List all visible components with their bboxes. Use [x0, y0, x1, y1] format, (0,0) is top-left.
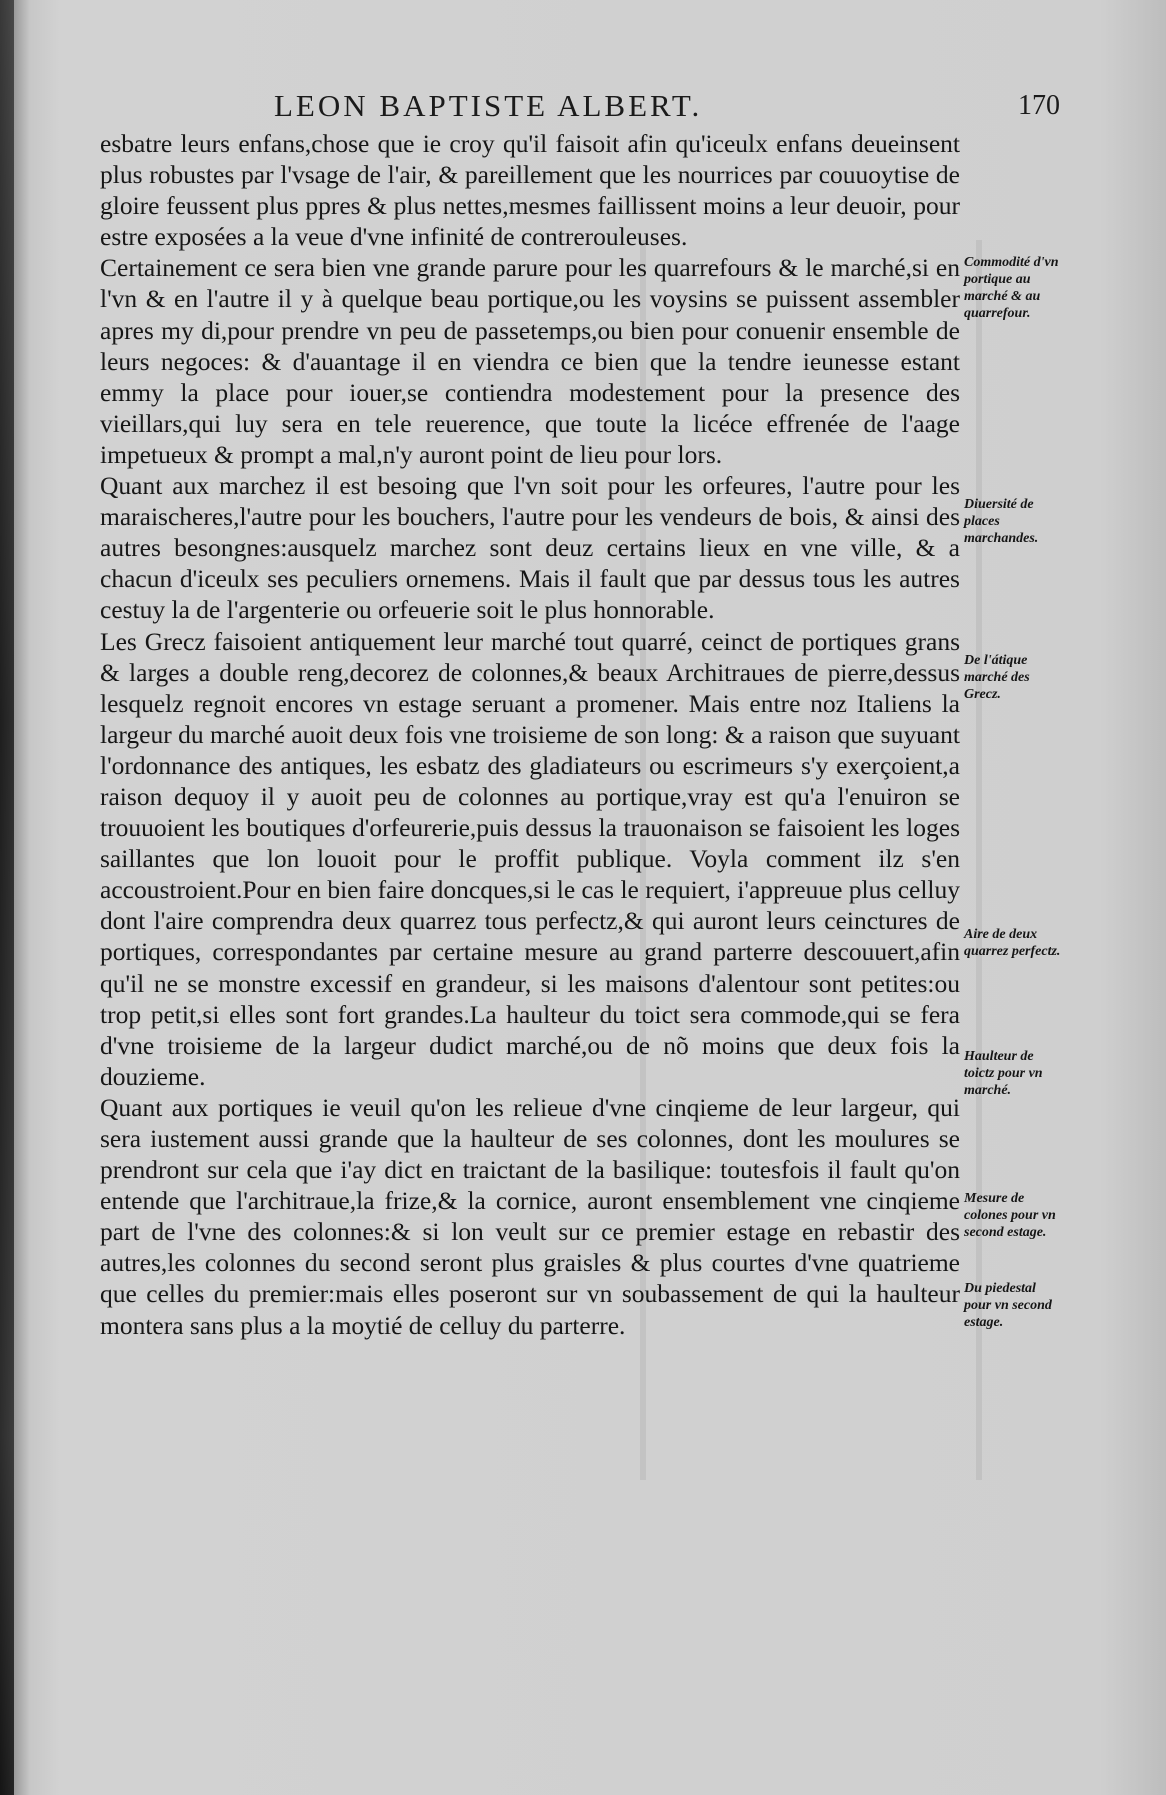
- running-head: [100, 88, 1060, 124]
- running-title: LEON BAPTISTE ALBERT.: [274, 88, 703, 123]
- margin-note-marche-grecz: De l'átique marché des Grecz.: [964, 653, 1030, 702]
- margin-note-haulteur: Haulteur de toictz pour vn marché.: [964, 1049, 1043, 1098]
- paragraph-4: Les Grecz faisoient antiquement leur marché tout quarré, ceinct de portiques grans & larges a double reng,decorez de colonnes,& beaux Architraues de pierre,dessus lesquelz regnoit encores vn estage seruant a promener. Mais entre noz Italiens la largeur du marché auoit deux fois vne troisieme de son long: & a raison que suyuant l'ordonnance des antiques, les esbatz des gladiateurs ou escrimeurs s'y exerçoient,a raison dequoy il y auoit peu de colonnes au portique,vray est qu'a l'enuiron se trouuoient les boutiques d'orfeurerie,puis dessus la trauonaison se faisoient les loges saillantes que lon louoit pour le proffit publique. Voyla comment ilz s'en accoustroient.Pour en bien faire doncques,si le cas le requiert, i'appreuue plus celluy dont l'aire comprendra deux quarrez tous perfectz,& qui auront leurs ceinctures de portiques, correspondantes par certaine mesure au grand parterre descouuert,afin qu'il ne se monstre excessif en grandeur, si les maisons d'alentour sont petites:ou trop petit,si elles sont fort grandes.La haulteur du toict sera commode,qui se fera d'vne troisieme de la largeur dudict marché,ou de nõ moins que deux fois la douzieme.: [100, 626, 960, 1091]
- paragraph-2: Certainement ce sera bien vne grande parure pour les quarrefours & le marché,si en l'vn & en l'autre il y à quelque beau portique,ou les voysins se puissent assembler apres my di,pour prendre vn peu de passetemps,ou bien pour conuenir ensemble de leurs negoces: & d'auantage il en viendra ce bien que la tendre ieunesse estant emmy la place pour iouer,se contiendra modestement pour la presence des vieillars,qui luy sera en tele reuerence, que toute la licéce effrenée de l'aage impetueux & prompt a mal,n'y auront point de lieu pour lors.: [100, 253, 960, 469]
- page-number: 170: [1018, 90, 1060, 121]
- margin-notes: [964, 0, 1064, 1795]
- paragraph-1: esbatre leurs enfans,chose que ie croy qu'il faisoit afin qu'iceulx enfans deueinsent plus robustes par l'vsage de l'air, & pareillement que les nourrices par couuoytise de gloire feussent plus ppres & plus nettes,mesmes faillissent moins a leur deuoir, pour estre exposées a la veue d'vne infinité de contrerouleuses.: [100, 129, 960, 252]
- paragraph-3: Quant aux marchez il est besoing que l'vn soit pour les orfeures, l'autre pour les maraischeres,l'autre pour les bouchers, l'autre pour les vendeurs de bois, & ainsi des autres besongnes:ausquelz marchez sont deuz certains lieux en vne ville, & a chacun d'iceulx ses peculiers ornemens. Mais il fault que par dessus tous les autres cestuy la de l'argenterie ou orfeuerie soit le plus honnorable.: [100, 471, 960, 625]
- margin-note-aire: Aire de deux quarrez perfectz.: [964, 927, 1061, 959]
- margin-note-diuersite: Diuersité de places marchandes.: [964, 497, 1039, 546]
- paragraph-5: Quant aux portiques ie veuil qu'on les relieue d'vne cinqieme de leur largeur, qui sera iustement aussi grande que la haulteur de ses colonnes, dont les moulures se prendront sur cela que i'ay dict en traictant de la basilique: toutesfois il fault qu'on entende que l'architraue,la frize,& la cornice, auront ensemblement vne cinqieme part de l'vne des colonnes:& si lon veult sur ce premier estage en rebastir des autres,les colonnes du second seront plus graisles & plus courtes d'vne quatrieme que celles du premier:mais elles poseront sur vn soubassement de qui la haulteur montera sans plus a la moytié de celluy du parterre.: [100, 1092, 960, 1340]
- margin-note-mesure: Mesure de colones pour vn second estage.: [964, 1191, 1056, 1240]
- binding-edge-shadow: [0, 0, 14, 1795]
- body-text: [100, 128, 960, 1341]
- margin-note-piedestal: Du piedestal pour vn second estage.: [964, 1281, 1052, 1330]
- margin-note-commodite: Commodité d'vn portique au marché & au quarrefour.: [964, 255, 1059, 321]
